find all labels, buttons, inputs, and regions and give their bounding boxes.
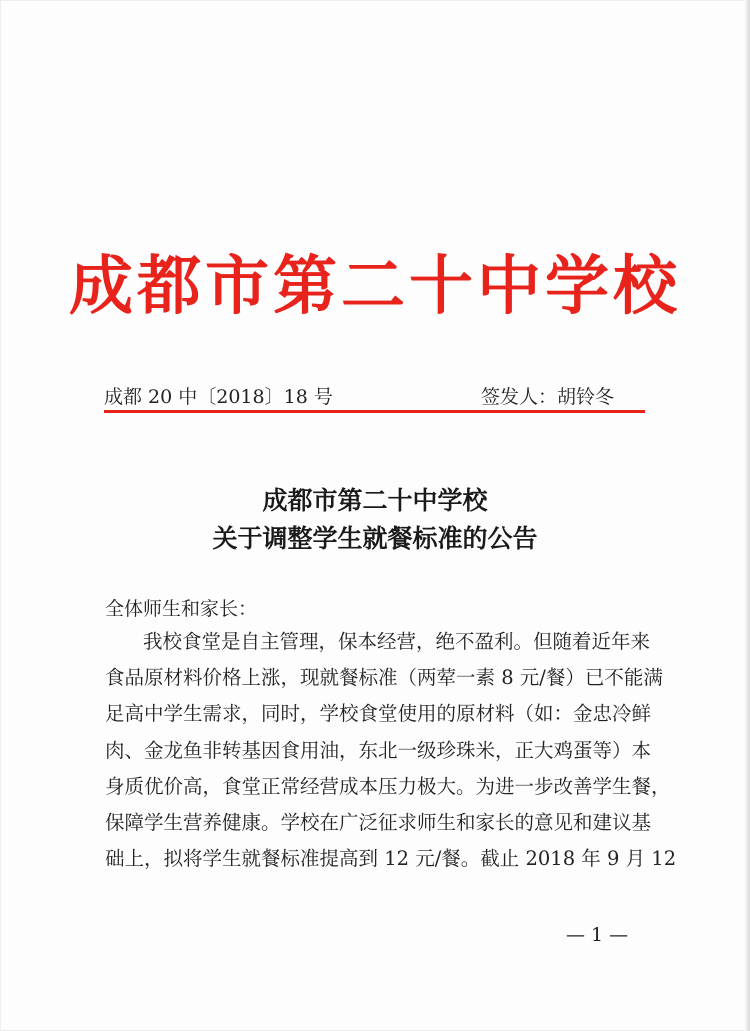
organization-header: 成都市第二十中学校 (69, 249, 681, 324)
body-line: 足高中学生需求，同时，学校食堂使用的原材料（如：金忠冷鲜 (105, 702, 652, 726)
body-line: 我校食堂是自主管理，保本经营，绝不盈利。但随着近年来 (143, 630, 651, 653)
body-line: 身质优价高，食堂正常经营成本压力极大。为进一步改善学生餐， (105, 774, 671, 798)
issuer-signature: 签发人：胡铃冬 (480, 386, 614, 408)
body-line: 肉、金龙鱼非转基因食用油，东北一级珍珠米，正大鸡蛋等）本 (105, 738, 652, 762)
scan-edge-shadow (744, 0, 750, 1031)
document-number: 成都 20 中〔2018〕18 号 (104, 386, 333, 408)
body-line: 础上，拟将学生就餐标准提高到 12 元/餐。截止 2018 年 9 月 12 (105, 847, 677, 871)
body-line: 食品原材料价格上涨，现就餐标准（两荤一素 8 元/餐）已不能满 (105, 666, 663, 690)
title-line-1: 成都市第二十中学校 (262, 486, 488, 515)
document-title (0, 482, 750, 558)
document-meta-row (104, 382, 644, 412)
page-number: — 1 — (566, 924, 629, 946)
salutation: 全体师生和家长： (105, 598, 258, 620)
red-divider-line (104, 410, 645, 413)
body-line: 保障学生营养健康。学校在广泛征求师生和家长的意见和建议基 (105, 811, 652, 835)
body-paragraph (105, 624, 677, 877)
title-line-2: 关于调整学生就餐标准的公告 (212, 524, 538, 553)
